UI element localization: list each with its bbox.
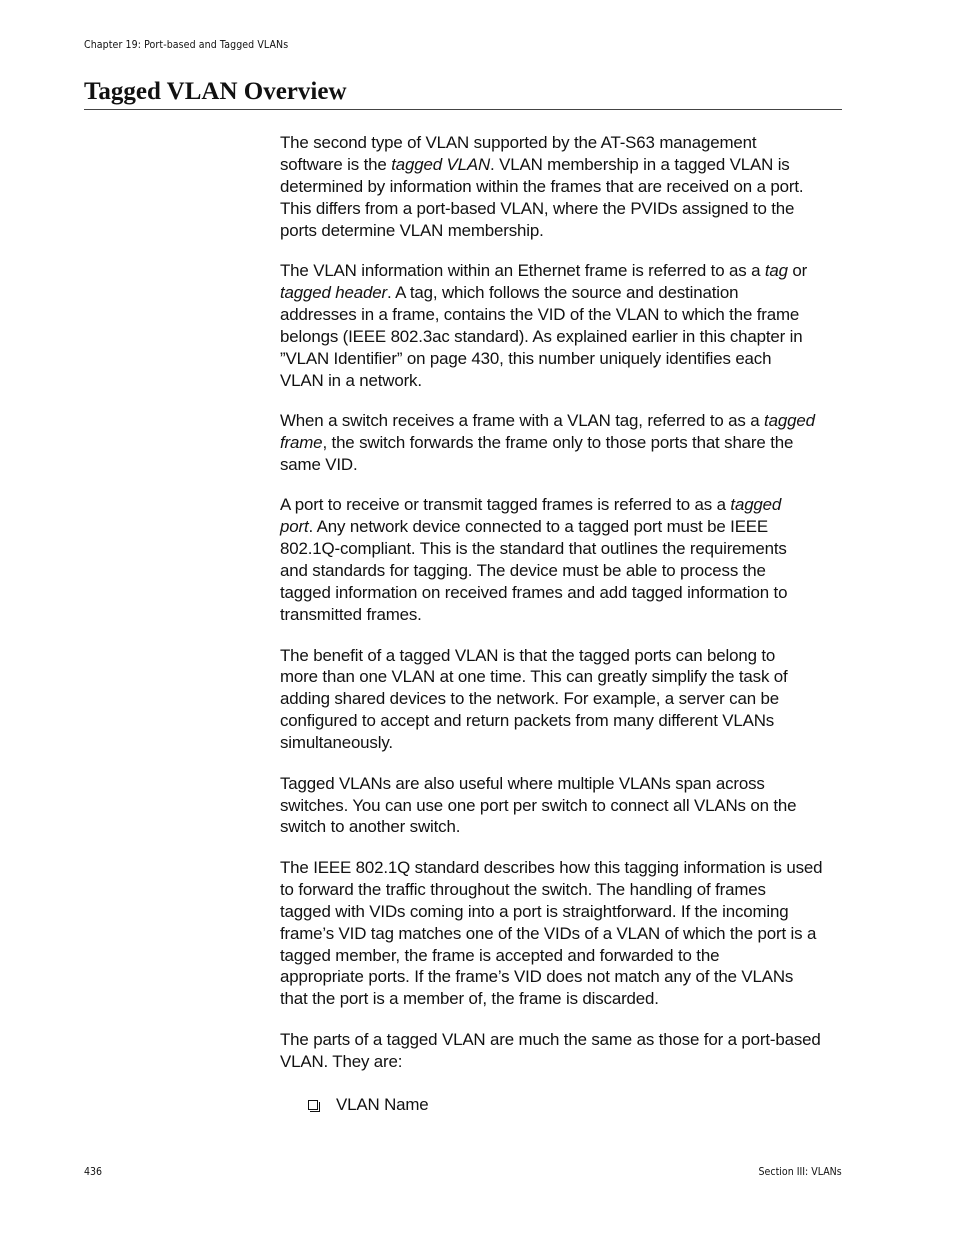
text-run: belongs (IEEE 802.3ac standard). As explained earlier in this chapter in	[280, 326, 803, 346]
text-line	[280, 988, 842, 1010]
text-run: Tagged VLANs are also useful where multiple VLANs span across	[280, 773, 765, 793]
text-line	[280, 966, 842, 988]
text-run: configured to accept and return packets from many different VLANs	[280, 711, 775, 731]
text-run: more than one VLAN at one time. This can greatly simplify the task of	[280, 667, 788, 687]
text-line	[280, 260, 842, 282]
text-line	[280, 326, 842, 348]
paragraph	[280, 494, 842, 625]
text-run: . A tag, which follows the source and destination	[387, 283, 739, 303]
paragraph	[280, 132, 842, 242]
paragraph	[280, 260, 842, 391]
text-line	[280, 432, 842, 454]
bullet-label: VLAN Name	[336, 1094, 429, 1114]
text-run: VLAN in a network.	[280, 370, 422, 390]
paragraph-list	[280, 132, 842, 1073]
text-line	[280, 1051, 842, 1073]
text-run: addresses in a frame, contains the VID of the VLAN to which the frame	[280, 304, 800, 324]
text-line	[280, 348, 842, 370]
emphasis-term: frame	[280, 433, 323, 453]
text-line	[280, 901, 842, 923]
footer-section-label: Section III: VLANs	[758, 1165, 842, 1178]
section-title: Tagged VLAN Overview	[84, 76, 842, 110]
text-run: The parts of a tagged VLAN are much the same as those for a port-based	[280, 1029, 821, 1049]
text-line	[280, 538, 842, 560]
text-line	[280, 688, 842, 710]
text-line	[280, 582, 842, 604]
text-line	[280, 795, 842, 817]
text-run: and standards for tagging. The device must be able to process the	[280, 561, 766, 581]
text-line	[280, 710, 842, 732]
text-run: to forward the traffic throughout the switch. The handling of frames	[280, 879, 766, 899]
paragraph	[280, 1029, 842, 1073]
paragraph	[280, 645, 842, 755]
paragraph	[280, 773, 842, 839]
text-line	[280, 857, 842, 879]
text-line	[280, 666, 842, 688]
text-line	[280, 454, 842, 476]
emphasis-term: tagged	[730, 495, 782, 515]
text-line	[280, 604, 842, 626]
text-run: appropriate ports. If the frame’s VID does not match any of the VLANs	[280, 967, 794, 987]
bullet-item-vlan-name	[308, 1094, 842, 1116]
text-run: . VLAN membership in a tagged VLAN is	[490, 154, 790, 174]
text-run: 802.1Q-compliant. This is the standard that outlines the requirements	[280, 539, 787, 559]
text-line	[280, 879, 842, 901]
text-line	[280, 923, 842, 945]
text-line	[280, 132, 842, 154]
emphasis-term: tag	[764, 261, 788, 281]
text-line	[280, 732, 842, 754]
checkbox-square-icon	[308, 1100, 318, 1110]
text-run: , the switch forwards the frame only to those ports that share the	[322, 433, 794, 453]
running-head: Chapter 19: Port-based and Tagged VLANs	[84, 38, 289, 51]
page-number: 436	[84, 1165, 103, 1178]
emphasis-term: tagged header	[280, 283, 387, 303]
text-run: The VLAN information within an Ethernet frame is referred to as a	[280, 261, 765, 281]
text-line	[280, 516, 842, 538]
body-text	[280, 132, 842, 1116]
text-run: tagged with VIDs coming into a port is straightforward. If the incoming	[280, 901, 789, 921]
text-run: VLAN. They are:	[280, 1051, 403, 1071]
text-run: ”VLAN Identifier” on page 430, this number uniquely identifies each	[280, 348, 772, 368]
emphasis-term: port	[280, 517, 309, 537]
text-run: tagged member, the frame is accepted and forwarded to the	[280, 945, 720, 965]
text-line	[280, 220, 842, 242]
text-run: or	[787, 261, 808, 281]
text-line	[280, 198, 842, 220]
text-line	[280, 410, 842, 432]
text-run: This differs from a port-based VLAN, where the PVIDs assigned to the	[280, 198, 795, 218]
text-run: The IEEE 802.1Q standard describes how this tagging information is used	[280, 857, 823, 877]
text-line	[280, 494, 842, 516]
text-run: same VID.	[280, 454, 358, 474]
text-run: tagged information on received frames and add tagged information to	[280, 583, 788, 603]
paragraph	[280, 857, 842, 1010]
text-run: determined by information within the frames that are received on a port.	[280, 176, 804, 196]
text-line	[280, 282, 842, 304]
emphasis-term: tagged VLAN	[391, 154, 491, 174]
paragraph	[280, 410, 842, 476]
text-line	[280, 154, 842, 176]
emphasis-term: tagged	[764, 411, 815, 431]
text-line	[280, 304, 842, 326]
text-run: The benefit of a tagged VLAN is that the tagged ports can belong to	[280, 645, 776, 665]
text-run: switches. You can use one port per switch to connect all VLANs on the	[280, 795, 797, 815]
text-line	[280, 816, 842, 838]
text-run: simultaneously.	[280, 733, 393, 753]
text-run: A port to receive or transmit tagged frames is referred to as a	[280, 495, 731, 515]
text-run: software is the	[280, 154, 392, 174]
text-line	[280, 370, 842, 392]
text-line	[280, 560, 842, 582]
text-run: adding shared devices to the network. For example, a server can be	[280, 689, 779, 709]
text-run: that the port is a member of, the frame is discarded.	[280, 989, 659, 1009]
text-line	[280, 773, 842, 795]
text-run: The second type of VLAN supported by the AT-S63 management	[280, 133, 757, 152]
text-run: When a switch receives a frame with a VLAN tag, referred to as a	[280, 411, 765, 431]
text-run: ports determine VLAN membership.	[280, 220, 544, 240]
text-run: transmitted frames.	[280, 605, 422, 624]
text-line	[280, 176, 842, 198]
text-run: switch to another switch.	[280, 817, 461, 837]
text-line	[280, 645, 842, 667]
text-run: . Any network device connected to a tagged port must be IEEE	[308, 517, 769, 537]
text-line	[280, 945, 842, 967]
text-line	[280, 1029, 842, 1051]
text-run: frame’s VID tag matches one of the VIDs of a VLAN of which the port is a	[280, 923, 817, 943]
